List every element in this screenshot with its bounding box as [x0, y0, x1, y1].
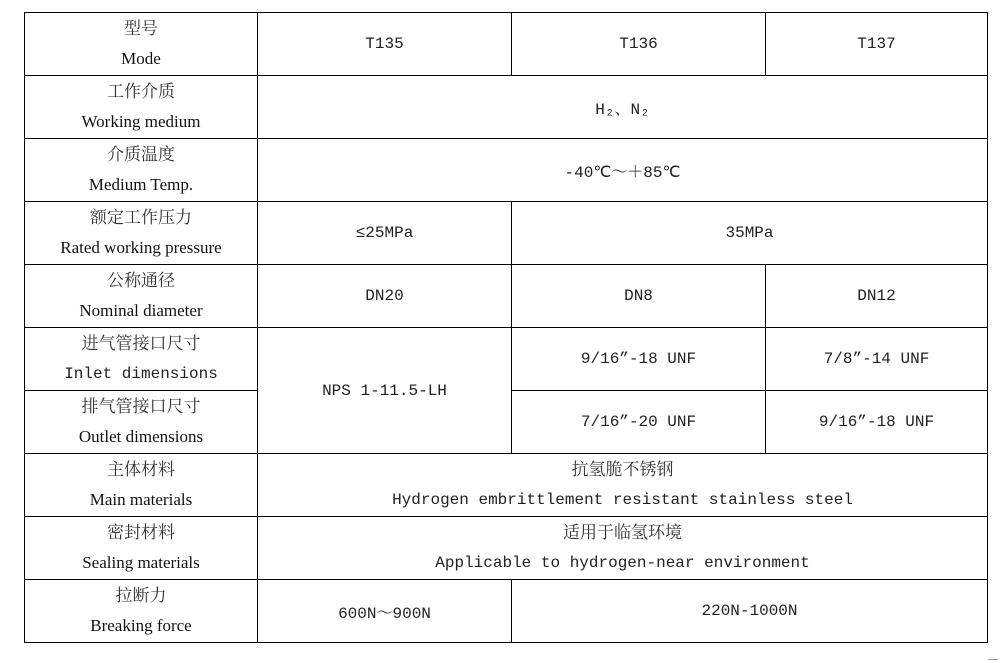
- table-row-force: [25, 580, 988, 643]
- cell-force-t136-t137: 220N-1000N: [512, 580, 988, 643]
- value-en: Hydrogen embrittlement resistant stainless steel: [392, 491, 853, 509]
- label-en: Rated working pressure: [60, 238, 222, 257]
- cell-model-t136: T136: [512, 13, 766, 76]
- row-header-outlet: [25, 391, 258, 454]
- cell-outlet-t136: 7/16”-20 UNF: [512, 391, 766, 454]
- cell-outlet-t137: 9/16”-18 UNF: [766, 391, 988, 454]
- table-row-sealing: [25, 517, 988, 580]
- row-header-sealing: [25, 517, 258, 580]
- label-zh: 主体材料: [107, 460, 175, 480]
- label-zh: 型号: [124, 19, 158, 39]
- value-zh: 抗氢脆不锈钢: [571, 460, 674, 480]
- cell-pressure-t136-t137: 35MPa: [512, 202, 988, 265]
- table-row-medium: [25, 76, 988, 139]
- specification-table: [24, 12, 988, 643]
- row-header-medium: [25, 76, 258, 139]
- row-header-material: [25, 454, 258, 517]
- label-zh: 进气管接口尺寸: [81, 334, 201, 354]
- row-header-force: [25, 580, 258, 643]
- label-zh: 工作介质: [107, 82, 175, 102]
- table-row-material: [25, 454, 988, 517]
- row-header-model: [25, 13, 258, 76]
- value-en: Applicable to hydrogen-near environment: [435, 554, 810, 572]
- cell-inlet-t137: 7/8”-14 UNF: [766, 328, 988, 391]
- label-zh: 拉断力: [115, 586, 167, 606]
- table-row-model: [25, 13, 988, 76]
- value-zh: 适用于临氢环境: [563, 523, 682, 543]
- table-row-temp: [25, 139, 988, 202]
- label-en: Working medium: [81, 112, 201, 131]
- label-en: Sealing materials: [82, 553, 200, 572]
- cell-inlet-t136: 9/16”-18 UNF: [512, 328, 766, 391]
- cell-diameter-t136: DN8: [512, 265, 766, 328]
- cell-medium-value: H₂、N₂: [258, 76, 988, 139]
- cell-model-t135: T135: [258, 13, 512, 76]
- edge-mark: [988, 659, 998, 660]
- cell-sealing-value: [258, 517, 988, 580]
- label-en: Main materials: [89, 490, 193, 509]
- table-row-diameter: [25, 265, 988, 328]
- label-zh: 公称通径: [107, 271, 175, 291]
- label-zh: 排气管接口尺寸: [81, 397, 201, 417]
- label-en: Nominal diameter: [79, 301, 203, 320]
- label-zh: 密封材料: [107, 523, 175, 543]
- label-en: Medium Temp.: [88, 175, 194, 194]
- table-row-pressure: [25, 202, 988, 265]
- cell-pressure-t135: ≤25MPa: [258, 202, 512, 265]
- row-header-temp: [25, 139, 258, 202]
- label-en: Outlet dimensions: [78, 427, 204, 446]
- label-en: Inlet dimensions: [64, 365, 218, 383]
- label-en: Mode: [121, 49, 161, 68]
- row-header-inlet: [25, 328, 258, 391]
- cell-material-value: [258, 454, 988, 517]
- cell-model-t137: T137: [766, 13, 988, 76]
- label-zh: 介质温度: [107, 145, 175, 165]
- table-row-inlet: [25, 328, 988, 391]
- label-en: Breaking force: [90, 616, 192, 635]
- cell-diameter-t137: DN12: [766, 265, 988, 328]
- cell-port-t135: NPS 1-11.5-LH: [258, 328, 512, 454]
- label-zh: 额定工作压力: [90, 208, 192, 228]
- cell-temp-value: -40℃～＋85℃: [258, 139, 988, 202]
- row-header-pressure: [25, 202, 258, 265]
- cell-diameter-t135: DN20: [258, 265, 512, 328]
- row-header-diameter: [25, 265, 258, 328]
- cell-force-t135: 600N～900N: [258, 580, 512, 643]
